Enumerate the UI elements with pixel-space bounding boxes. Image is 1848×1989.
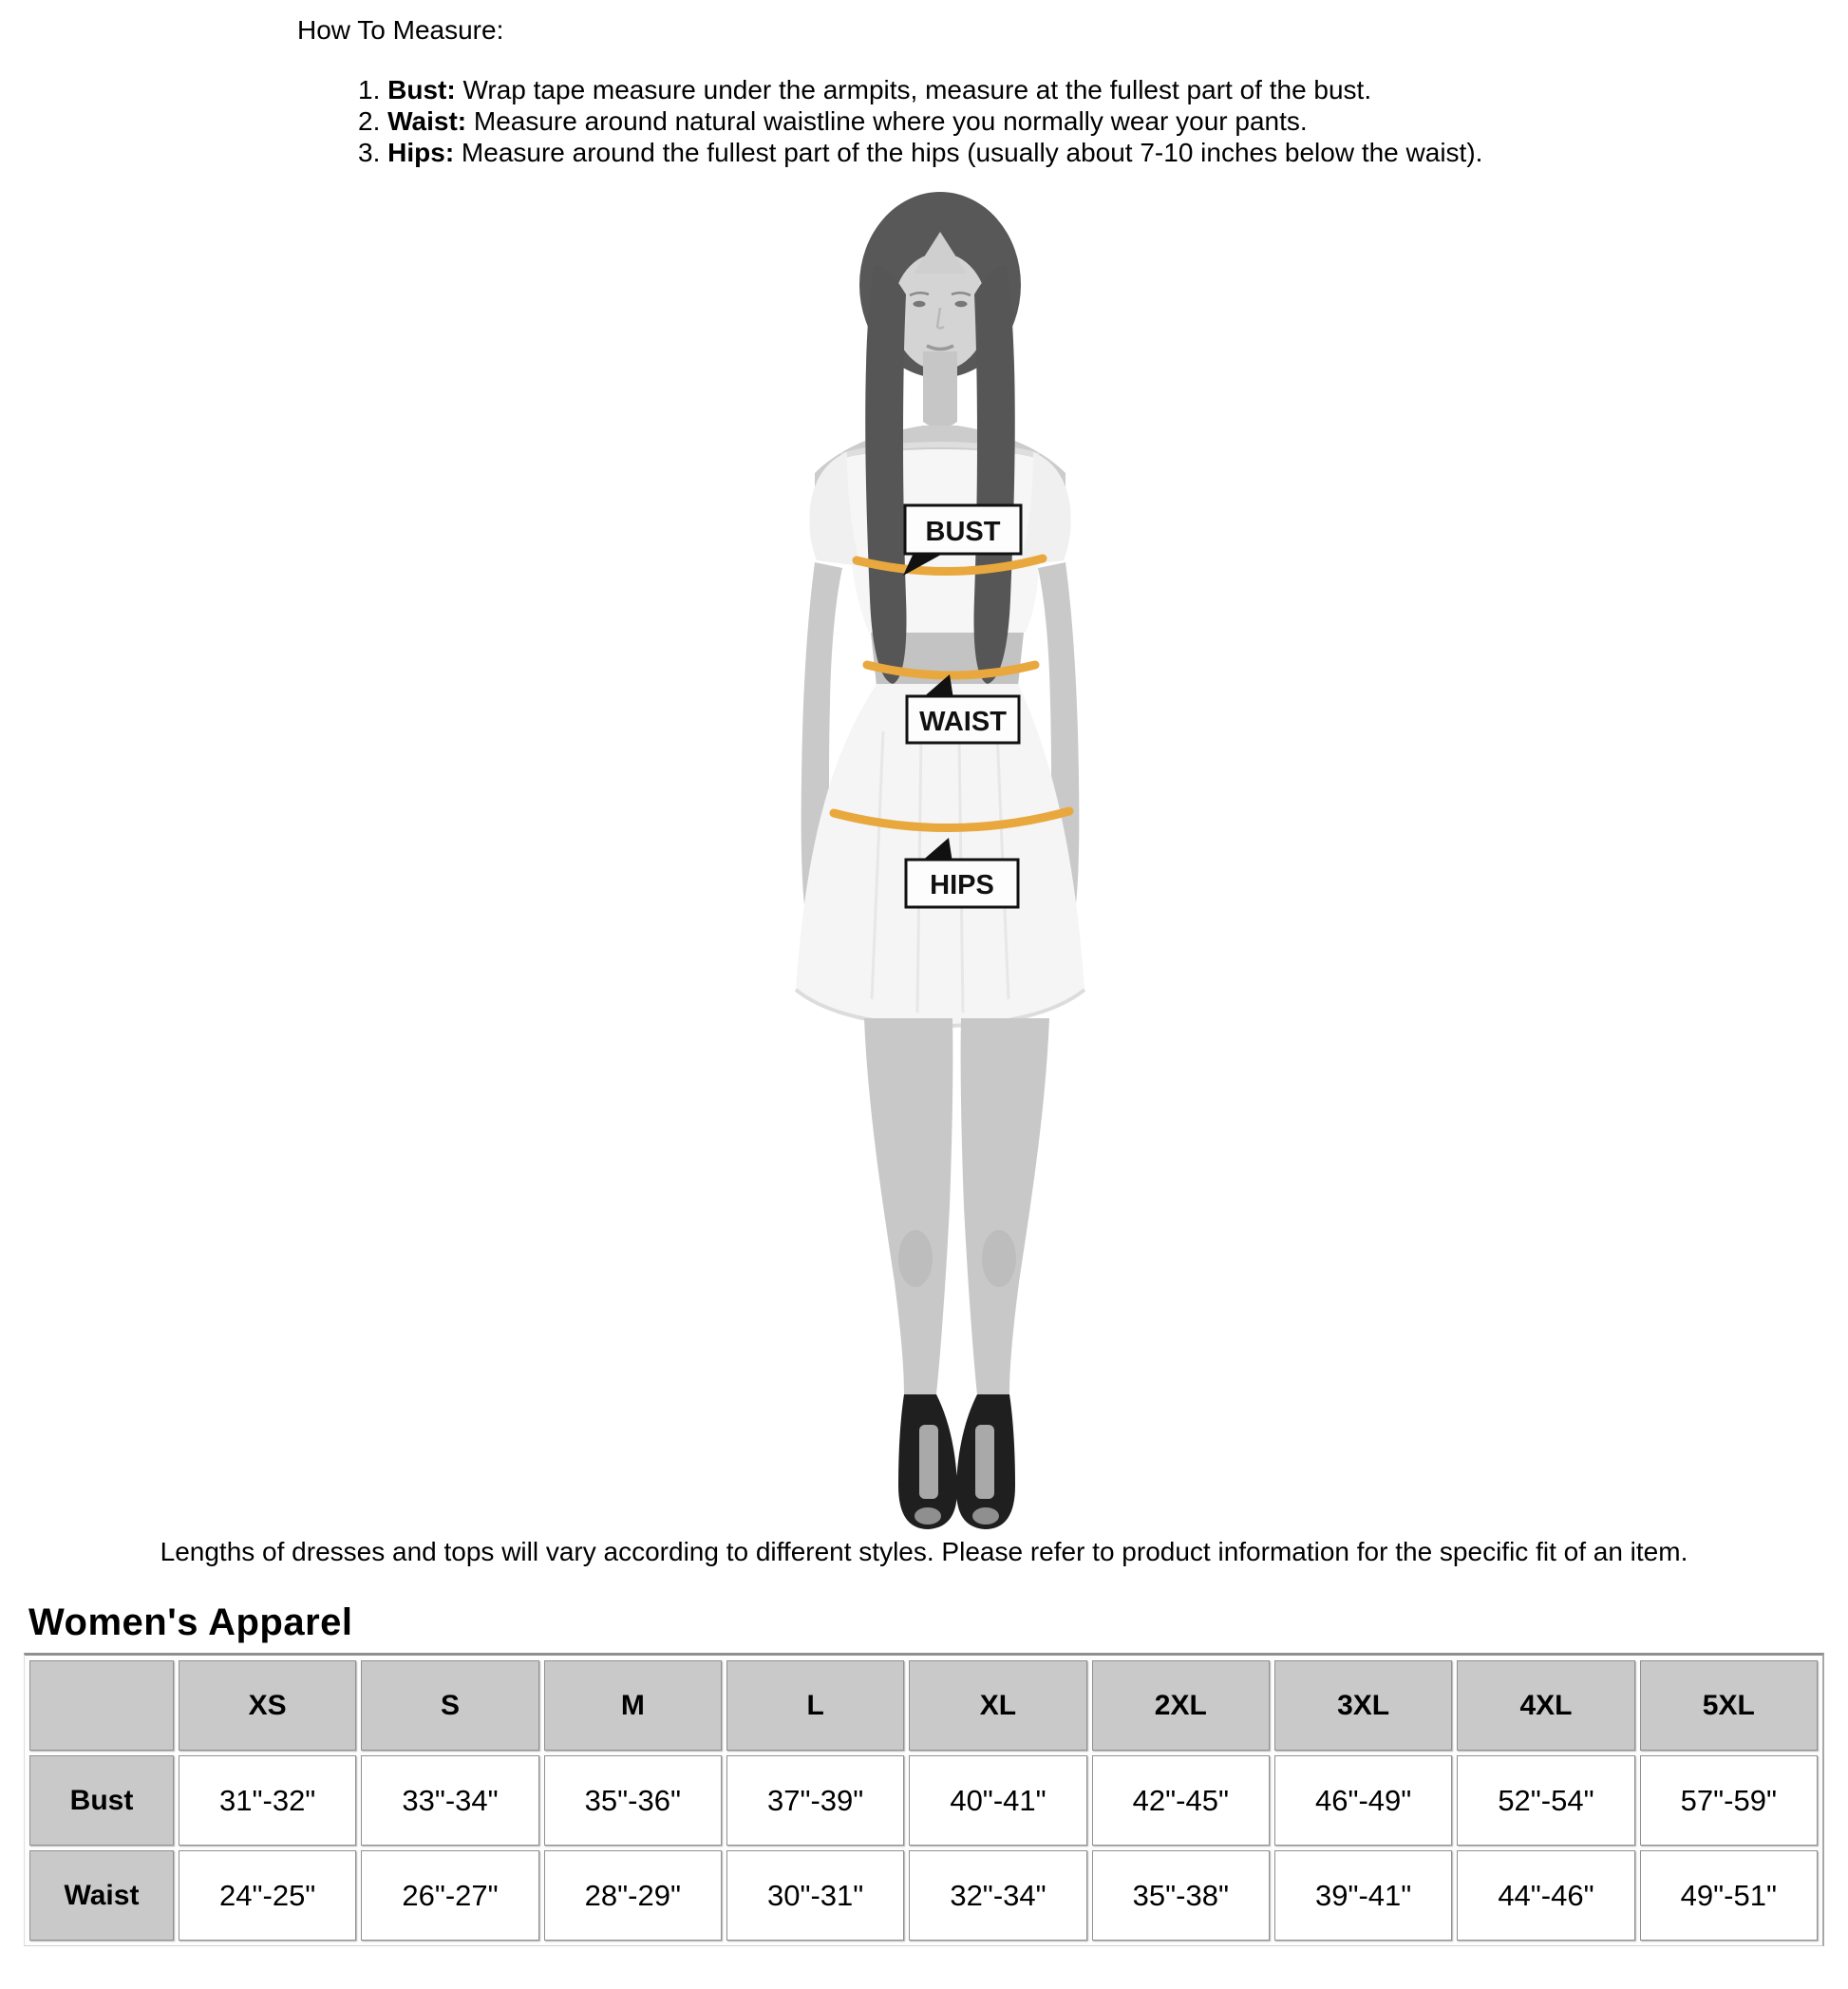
measure-step-waist (358, 105, 1482, 137)
table-cell: 39"-41" (1274, 1850, 1452, 1941)
bust-row-header: Bust (29, 1755, 174, 1846)
size-col-header-5xl: 5XL (1640, 1660, 1818, 1751)
eye (914, 301, 926, 307)
hair-strand (865, 266, 906, 684)
size-col-header-s: S (361, 1660, 538, 1751)
table-cell: 35"-38" (1092, 1850, 1270, 1941)
step-number: 2. (358, 106, 381, 136)
leg (961, 1018, 1049, 1394)
how-to-measure-heading: How To Measure: (297, 15, 504, 45)
table-cell: 52"-54" (1457, 1755, 1634, 1846)
table-cell: 46"-49" (1274, 1755, 1452, 1846)
corner-cell (29, 1660, 174, 1751)
measure-step-bust (358, 74, 1482, 105)
size-col-header-3xl: 3XL (1274, 1660, 1452, 1751)
hips-label: HIPS (930, 870, 994, 900)
step-label: Hips: (387, 138, 455, 167)
table-cell: 24"-25" (179, 1850, 356, 1941)
eye (955, 301, 968, 307)
hair-strand (974, 266, 1015, 684)
waist-row (29, 1850, 1818, 1941)
table-cell: 49"-51" (1640, 1850, 1818, 1941)
table-cell: 57"-59" (1640, 1755, 1818, 1846)
table-cell: 31"-32" (179, 1755, 356, 1846)
table-cell: 37"-39" (726, 1755, 904, 1846)
waist-label: WAIST (919, 707, 1007, 737)
step-text: Wrap tape measure under the armpits, measure at the fullest part of the bust. (462, 75, 1372, 104)
step-label: Bust: (387, 75, 456, 104)
table-cell: 40"-41" (909, 1755, 1086, 1846)
size-col-header-xs: XS (179, 1660, 356, 1751)
table-cell: 32"-34" (909, 1850, 1086, 1941)
neck (923, 351, 957, 428)
table-cell: 44"-46" (1457, 1850, 1634, 1941)
step-text: Measure around natural waistline where you normally wear your pants. (473, 106, 1308, 136)
size-col-header-m: M (544, 1660, 722, 1751)
size-col-header-l: L (726, 1660, 904, 1751)
fit-note: Lengths of dresses and tops will vary according to different styles. Please refer to product information for the specific fit of an item. (160, 1537, 1688, 1566)
table-cell: 33"-34" (361, 1755, 538, 1846)
measurement-model-figure (741, 152, 1140, 1539)
table-cell: 28"-29" (544, 1850, 722, 1941)
leg (864, 1018, 952, 1394)
step-number: 1. (358, 75, 381, 104)
size-col-header-2xl: 2XL (1092, 1660, 1270, 1751)
bust-row (29, 1755, 1818, 1846)
table-cell: 30"-31" (726, 1850, 904, 1941)
step-number: 3. (358, 138, 381, 167)
waist-row-header: Waist (29, 1850, 174, 1941)
bust-label: BUST (925, 517, 1001, 547)
size-header-row (29, 1660, 1818, 1751)
womens-apparel-size-table (24, 1653, 1824, 1946)
step-text: Measure around the fullest part of the hips (usually about 7-10 inches below the waist). (461, 138, 1483, 167)
womens-apparel-heading: Women's Apparel (28, 1601, 353, 1643)
table-cell: 42"-45" (1092, 1755, 1270, 1846)
model-photo (741, 152, 1140, 1539)
size-col-header-4xl: 4XL (1457, 1660, 1634, 1751)
table-cell: 26"-27" (361, 1850, 538, 1941)
size-col-header-xl: XL (909, 1660, 1086, 1751)
step-label: Waist: (387, 106, 467, 136)
table-cell: 35"-36" (544, 1755, 722, 1846)
